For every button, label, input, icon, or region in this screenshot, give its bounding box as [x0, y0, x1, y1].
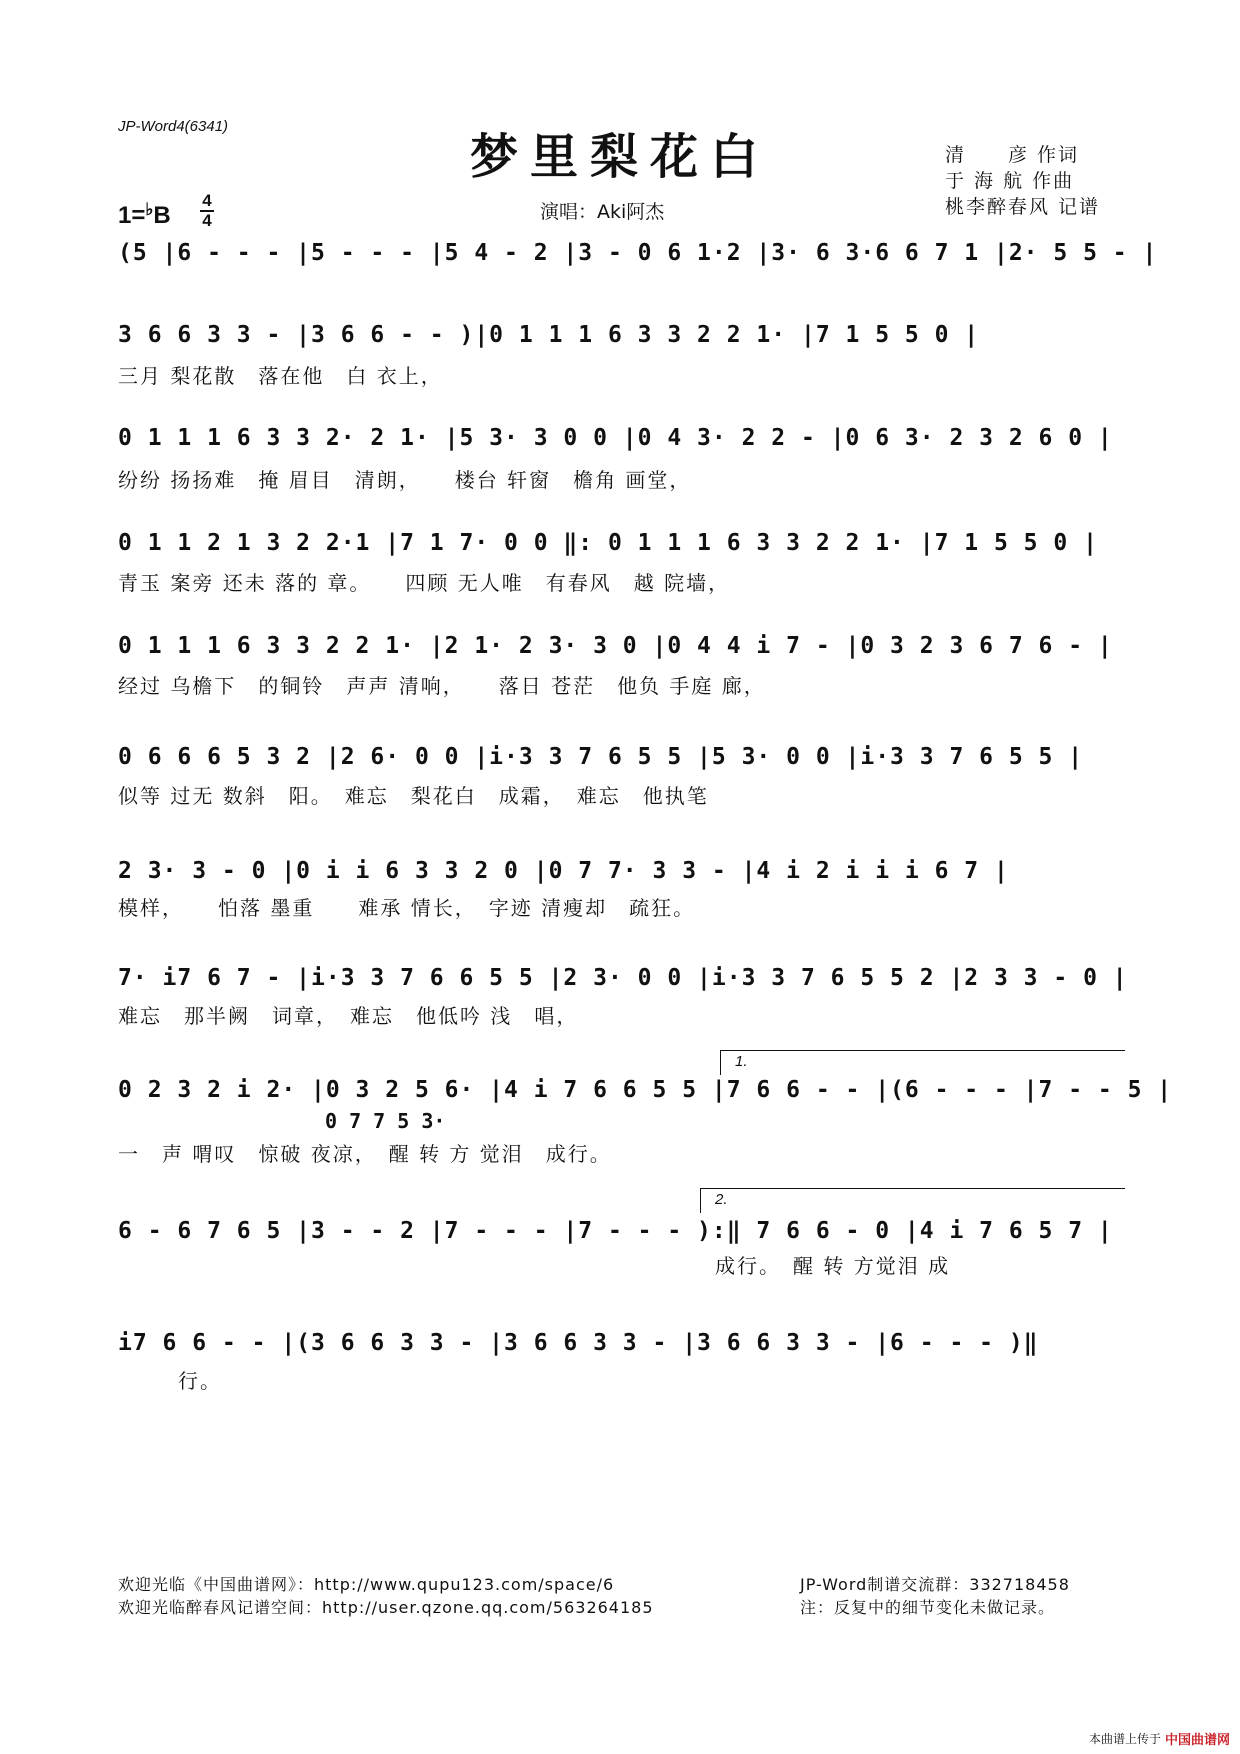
second-ending-bracket: 2.	[700, 1188, 1125, 1213]
lyric-row-5: 经过 乌檐下 的铜铃 声声 清响， 落日 苍茫 他负 手庭 廊，	[118, 674, 766, 698]
lyric-row-6: 似等 过无 数斜 阳。 难忘 梨花白 成霜， 难忘 他执笔	[118, 784, 709, 808]
score-row-6: 0 6 6 6 5 3 2 |2 6· 0 0 |i·3 3 7 6 5 5 |5 3· 0 0 |i·3 3 7 6 5 5 |	[118, 744, 1084, 770]
lyric-row-8: 难忘 那半阙 词章， 难忘 他低吟 浅 唱，	[118, 1004, 579, 1028]
meter-bottom: 4	[202, 211, 212, 230]
meter-top: 4	[202, 191, 212, 210]
footer-link-qzone[interactable]: 欢迎光临醉春风记谱空间：http://user.qzone.qq.com/563264185	[118, 1598, 654, 1617]
lyric-row-7: 模样， 怕落 墨重 难承 情长， 字迹 清瘦却 疏狂。	[118, 896, 696, 920]
singer-credit: 演唱：Aki阿杰	[540, 201, 665, 223]
key-signature	[118, 200, 171, 230]
score-row-5: 0 1 1 1 6 3 3 2 2 1· |2 1· 2 3· 3 0 |0 4 4 i 7 - |0 3 2 3 6 7 6 - |	[118, 633, 1113, 659]
score-row-9: 0 2 3 2 i 2· |0 3 2 5 6· |4 i 7 6 6 5 5 |7 6 6 - - |(6 - - - |7 - - 5 |	[118, 1077, 1173, 1103]
lyric-row-2: 三月 梨花散 落在他 白 衣上，	[118, 364, 443, 388]
lyric-row-4: 青玉 案旁 还未 落的 章。 四顾 无人唯 有春风 越 院墙，	[118, 571, 731, 595]
footer-link-qupu[interactable]: 欢迎光临《中国曲谱网》：http://www.qupu123.com/space/6	[118, 1575, 615, 1594]
lyric-row-11: 行。	[178, 1369, 222, 1393]
lyricist-credit: 清 彦 作词	[945, 144, 1080, 166]
score-row-4: 0 1 1 2 1 3 2 2·1 |7 1 7· 0 0 ‖: 0 1 1 1 6 3 3 2 2 1· |7 1 5 5 0 |	[118, 530, 1098, 556]
score-row-3: 0 1 1 1 6 3 3 2· 2 1· |5 3· 3 0 0 |0 4 3· 2 2 - |0 6 3· 2 3 2 6 0 |	[118, 425, 1113, 451]
alternate-line: 0 7 7 5 3·	[325, 1109, 446, 1133]
footer-group-number: JP-Word制谱交流群：332718458	[800, 1575, 1070, 1594]
score-row-7: 2 3· 3 - 0 |0 i i 6 3 3 2 0 |0 7 7· 3 3 - |4 i 2 i i i 6 7 |	[118, 858, 1009, 884]
upload-badge	[1089, 1729, 1230, 1748]
transcriber-credit: 桃李醉春风 记谱	[945, 196, 1101, 218]
song-title: 梦里梨花白	[469, 129, 770, 185]
key-prefix: 1=	[118, 202, 146, 229]
score-row-1: (5 |6 - - - |5 - - - |5 4 - 2 |3 - 0 6 1·2 |3· 6 3·6 6 7 1 |2· 5 5 - |	[118, 240, 1158, 266]
lyric-row-9: 一 声 喟叹 惊破 夜凉， 醒 转 方 觉泪 成行。	[118, 1142, 612, 1166]
lyric-row-3: 纷纷 扬扬难 掩 眉目 清朗， 楼台 轩窗 檐角 画堂，	[118, 468, 692, 492]
upload-text: 本曲谱上传于	[1088, 1732, 1161, 1746]
score-row-11: i7 6 6 - - |(3 6 6 3 3 - |3 6 6 3 3 - |3 6 6 3 3 - |6 - - - )‖	[118, 1330, 1039, 1356]
score-row-10: 6 - 6 7 6 5 |3 - - 2 |7 - - - |7 - - - ):‖ 7 6 6 - 0 |4 i 7 6 5 7 |	[118, 1218, 1113, 1244]
score-row-2: 3 6 6 3 3 - |3 6 6 - - )|0 1 1 1 6 3 3 2 2 1· |7 1 5 5 0 |	[118, 322, 980, 348]
first-ending-bracket: 1.	[720, 1050, 1125, 1075]
time-signature	[200, 193, 214, 229]
software-label: JP-Word4(6341)	[118, 118, 229, 135]
score-row-8: 7· i7 6 7 - |i·3 3 7 6 6 5 5 |2 3· 0 0 |i·3 3 7 6 5 5 2 |2 3 3 - 0 |	[118, 965, 1128, 991]
key-flat: ♭	[145, 200, 154, 219]
lyric-row-10: 成行。 醒 转 方觉泪 成	[715, 1254, 951, 1278]
site-logo: 中国曲谱网	[1164, 1733, 1230, 1748]
key-letter: B	[153, 202, 171, 229]
footer-note: 注：反复中的细节变化未做记录。	[800, 1598, 1056, 1617]
composer-credit: 于 海 航 作曲	[945, 170, 1075, 192]
